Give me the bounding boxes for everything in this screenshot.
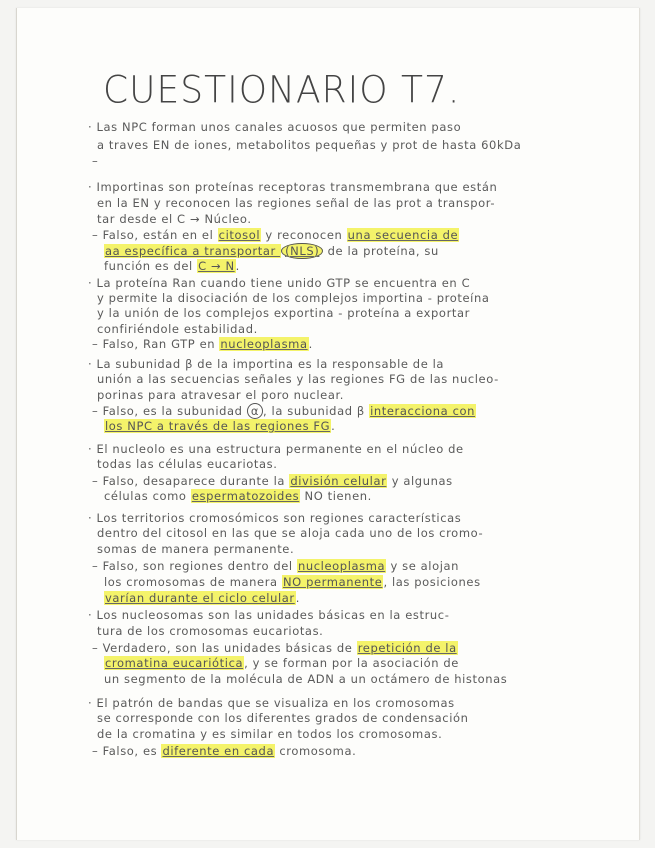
note-text: un segmento de la molécula de ADN a un octámero de histonas <box>104 672 508 686</box>
note-line <box>88 608 449 622</box>
note-text: . <box>235 259 240 273</box>
note-line <box>92 154 98 168</box>
note-line <box>97 711 469 725</box>
note-text: y reconocen <box>261 228 347 242</box>
note-text: y permite la disociación de los complejos importina - proteína <box>97 291 490 305</box>
note-text: α <box>247 403 263 419</box>
note-text: , y se forman por la asociación de <box>244 656 459 670</box>
highlighted-text: nucleoplasma <box>220 337 308 351</box>
note-line <box>92 744 356 758</box>
note-text: todas las células eucariotas. <box>97 457 278 471</box>
note-text: – Falso, es <box>92 744 162 758</box>
note-text: – Verdadero, son las unidades básicas de <box>92 641 357 655</box>
note-text: en la EN y reconocen las regiones señal de las prot a transpor- <box>97 196 496 210</box>
page-title: CUESTIONARIO T7. <box>103 68 461 113</box>
note-line <box>92 474 453 488</box>
note-text: · El nucleolo es una estructura permanente en el núcleo de <box>88 442 464 456</box>
note-line <box>104 591 300 605</box>
highlighted-text: una secuencia de <box>347 228 459 242</box>
highlighted-text: citosol <box>218 228 261 242</box>
note-line <box>97 388 344 402</box>
note-line <box>104 419 335 433</box>
note-line <box>92 404 476 418</box>
note-line <box>88 120 461 134</box>
note-line <box>104 244 439 258</box>
note-text: · Importinas son proteínas receptoras transmembrana que están <box>88 180 498 194</box>
highlighted-text: diferente en cada <box>162 744 275 758</box>
note-line <box>104 672 507 686</box>
note-text: · El patrón de bandas que se visualiza en los cromosomas <box>88 696 455 710</box>
note-line <box>92 641 458 655</box>
note-line <box>88 511 461 525</box>
highlighted-text: espermatozoides <box>191 489 300 503</box>
note-text: · La proteína Ran cuando tiene unido GTP se encuentra en C <box>88 276 471 290</box>
note-line <box>88 696 455 710</box>
note-text: tar desde el C → Núcleo. <box>97 212 252 226</box>
highlighted-text: división celular <box>290 474 387 488</box>
note-text: . <box>295 591 301 605</box>
highlighted-text: (NLS) <box>281 243 323 259</box>
note-text: y se alojan <box>386 559 460 573</box>
note-text: y la unión de los complejos exportina - proteína a exportar <box>97 306 470 320</box>
note-line <box>97 624 323 638</box>
note-line <box>92 228 459 242</box>
note-text: , la subunidad β <box>263 404 370 418</box>
note-text: cromosoma. <box>275 744 357 758</box>
note-text: porinas para atravesar el poro nuclear. <box>97 388 345 402</box>
note-line <box>97 322 258 336</box>
note-line <box>104 656 459 670</box>
note-text: tura de los cromosomas eucariotas. <box>97 624 324 638</box>
note-text: células como <box>104 489 191 503</box>
note-line <box>97 306 470 320</box>
note-line <box>104 489 372 503</box>
note-text: · Los nucleosomas son las unidades básicas en la estruc- <box>88 608 450 622</box>
note-text: – Falso, son regiones dentro del <box>92 559 297 573</box>
note-text: confiriéndole estabilidad. <box>97 322 258 336</box>
note-text: a traves EN de iones, metabolitos pequeñas y prot de hasta 60kDa <box>97 138 522 152</box>
note-line <box>92 559 459 573</box>
note-text: somas de manera permanente. <box>97 542 295 556</box>
note-text: · La subunidad β de la importina es la responsable de la <box>88 357 445 371</box>
highlighted-text: C → N <box>198 259 235 273</box>
highlighted-text: los NPC a través de las regiones FG <box>105 419 331 433</box>
note-text: función es del <box>104 259 198 273</box>
note-line <box>97 372 499 386</box>
note-text: . <box>331 419 336 433</box>
note-text: los cromosomas de manera <box>104 575 282 589</box>
note-line <box>97 196 495 210</box>
note-text: – Falso, desaparece durante la <box>92 474 290 488</box>
note-text: dentro del citosol en las que se aloja cada uno de los cromo- <box>97 526 484 540</box>
note-line <box>88 357 444 371</box>
note-text: – Falso, Ran GTP en <box>92 337 220 351</box>
note-line <box>88 180 497 194</box>
note-line <box>88 442 464 456</box>
note-line <box>104 575 481 589</box>
highlighted-text: interacciona con <box>370 404 476 418</box>
note-text: · Las NPC forman unos canales acuosos que permiten paso <box>88 120 462 134</box>
note-text: de la cromatina y es similar en todos los cromosomas. <box>97 727 443 741</box>
note-text: – Falso, están en el <box>92 228 218 242</box>
highlighted-text: varían durante el ciclo celular <box>105 591 295 605</box>
note-text: se corresponde con los diferentes grados de condensación <box>97 711 469 725</box>
highlighted-text: aa específica a transportar <box>105 244 281 258</box>
note-text: , las posiciones <box>383 575 481 589</box>
highlighted-text: NO permanente <box>282 575 383 589</box>
note-text: de la proteína, su <box>323 244 439 258</box>
note-text: – <box>92 154 99 168</box>
note-text: – Falso, es la subunidad <box>92 404 247 418</box>
note-text: . <box>308 337 313 351</box>
note-line <box>104 259 240 273</box>
note-line <box>97 212 252 226</box>
note-text: unión a las secuencias señales y las regiones FG de las nucleo- <box>97 372 499 386</box>
highlighted-text: repetición de la <box>357 641 457 655</box>
note-line <box>97 727 442 741</box>
note-line <box>88 276 470 290</box>
note-line <box>92 337 313 351</box>
note-line <box>97 138 521 152</box>
note-line <box>97 291 490 305</box>
note-line <box>97 542 294 556</box>
note-line <box>97 526 483 540</box>
note-text: y algunas <box>387 474 453 488</box>
note-line <box>97 457 278 471</box>
note-text: · Los territorios cromosómicos son regiones características <box>88 511 462 525</box>
note-text: NO tienen. <box>300 489 372 503</box>
highlighted-text: cromatina eucariótica <box>105 656 244 670</box>
highlighted-text: nucleoplasma <box>297 559 386 573</box>
